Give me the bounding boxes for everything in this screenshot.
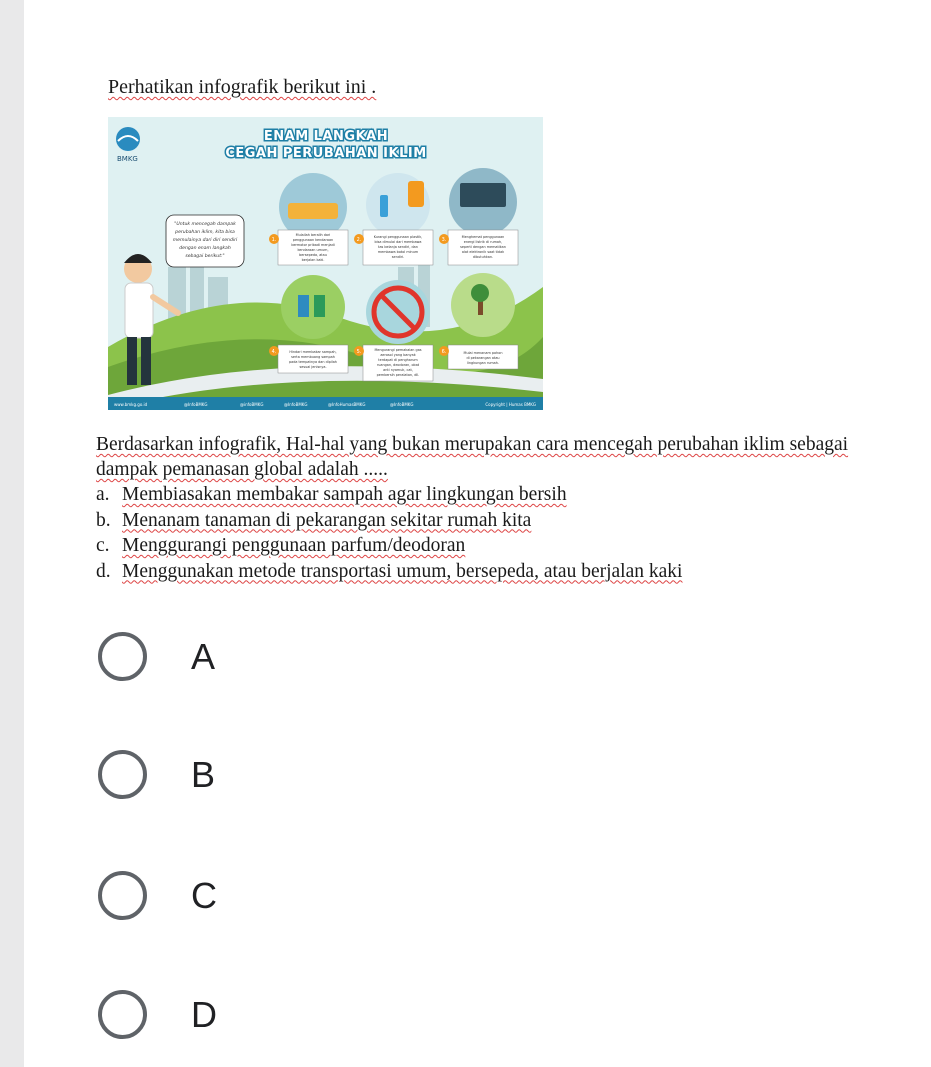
footer-copyright: Copyright | Humas BMKG [485,402,536,407]
step5-num: 5. [356,349,362,355]
option-a-text: Membiasakan membakar sampah agar lingkungan bersih [122,484,567,505]
speech-line-5: sebagai berikut:" [185,254,225,259]
step6-box [439,345,518,369]
step5-line3: terdapat di pengharum [378,358,418,362]
step3-line1: Menghemat penggunaan [461,235,505,239]
step1-line1: Mulailah beralih dari [295,233,331,237]
intro-text: Perhatikan infografik berikut ini . [108,76,377,98]
choice-c-label[interactable]: C [191,874,217,916]
footer-tiktok: @InfoHumasBMKG [328,402,366,407]
option-b [96,508,682,534]
option-c [96,533,682,559]
speech-line-4: dengan enam langkah [179,246,231,251]
step5-box [354,345,433,381]
step4-line3: pada tempatnya dan dipilah [289,360,337,364]
infographic-footer [108,397,543,410]
step4-box [269,345,348,373]
footer-twitter: @InfoBMKG [284,402,308,407]
step2-line1: Kurangi penggunaan plastik, [373,235,423,239]
choice-d-label[interactable]: D [191,993,217,1035]
bmkg-logo [116,127,140,163]
radio-d[interactable] [98,990,147,1039]
choice-c[interactable] [98,871,217,920]
step1-line3: bermotor pribadi menjadi [291,243,335,247]
step3-box [439,230,518,265]
options-list [96,482,682,584]
radio-c[interactable] [98,871,147,920]
step3-line2: energi listrik di rumah, [463,240,503,244]
step6-line3: lingkungan rumah. [467,361,499,365]
radio-a[interactable] [98,632,147,681]
step3-line3: seperti dengan mematikan [460,245,506,249]
option-b-letter: b. [96,509,111,531]
step4-line2: serta membuang sampah [291,355,335,359]
step2-line2: bisa dimulai dari membawa [374,240,422,244]
infographic-title-line1: ENAM LANGKAH [263,129,389,144]
step4-num: 4. [271,349,277,355]
option-a [96,482,682,508]
step6-line1: Mulai menanam pohon [463,351,503,355]
question-stem [96,432,916,482]
step1-box [269,230,348,265]
question-stem-line2: dampak pemanasan global adalah ..... [96,459,388,480]
speech-line-3: memulainya dari diri sendiri [172,238,238,243]
step2-box [354,230,433,265]
step4-line4: sesuai jenisnya. [299,365,327,369]
option-d-letter: d. [96,560,111,582]
speech-line-2: perubahan iklim, kita bisa [175,230,235,235]
infographic-svg [108,117,543,410]
choice-b[interactable] [98,750,215,799]
step5-line6: pembersih peralatan, dll. [376,373,420,377]
choice-a-label[interactable]: A [191,635,216,677]
infographic-image [108,117,543,410]
step5-line4: ruangan, deodoran, obat [376,363,420,367]
speech-line-1: "Untuk mencegah dampak [174,222,236,227]
option-d [96,559,682,585]
step3-num: 3. [441,237,447,243]
step2-line3: tas belanja sendiri, dan [378,245,418,249]
step1-line2: penggunaan kendaraan [292,238,334,242]
step3-line5: dibutuhkan. [472,255,494,259]
step4-line1: Hindari membakar sampah, [289,350,337,354]
infographic-title-line2: CEGAH PERUBAHAN IKLIM [225,146,427,161]
step1-line6: berjalan kaki. [301,258,325,262]
step2-line4: membawa botol minum [377,250,419,254]
step1-line4: kendaraan umum, [297,248,329,252]
option-b-text: Menanam tanaman di pekarangan sekitar rumah kita [122,509,532,531]
bmkg-logo-text: BMKG [117,155,138,163]
footer-instagram: @infoBMKG [240,402,264,407]
radio-b[interactable] [98,750,147,799]
footer-facebook: @InfoBMKG [184,402,208,407]
step3-line4: alat elektronik saat tidak [461,250,505,254]
step6-num: 6. [441,349,447,355]
step6-line2: di pekarangan atau [466,356,500,360]
step5-line2: aerosol yang banyak [380,353,416,357]
choice-b-label[interactable]: B [191,753,216,795]
option-c-text: Menggurangi penggunaan parfum/deodoran [122,535,466,556]
step2-num: 2. [356,237,362,243]
option-a-letter: a. [96,484,110,505]
option-d-text: Menggunakan metode transportasi umum, bersepeda, atau berjalan kaki [122,560,683,582]
step5-line5: anti nyamuk, cat, [383,368,413,372]
choice-a[interactable] [98,632,215,681]
step4-illustration-icon [281,275,345,339]
step2-line5: sendiri. [391,255,405,259]
choice-d[interactable] [98,990,217,1039]
speech-bubble [166,215,244,267]
footer-web: www.bmkg.go.id [114,402,148,407]
step1-num: 1. [271,237,277,243]
question-intro [108,76,376,99]
page-sheet [24,0,931,1067]
step5-line1: Mengurangi pemakaian gas [374,348,422,352]
option-c-letter: c. [96,535,110,556]
footer-youtube: @InfoBMKG [390,402,414,407]
step1-line5: bersepeda, atau [299,253,327,257]
question-stem-line1: Berdasarkan infografik, Hal-hal yang bukan merupakan cara mencegah perubahan iklim sebagai [96,434,849,455]
